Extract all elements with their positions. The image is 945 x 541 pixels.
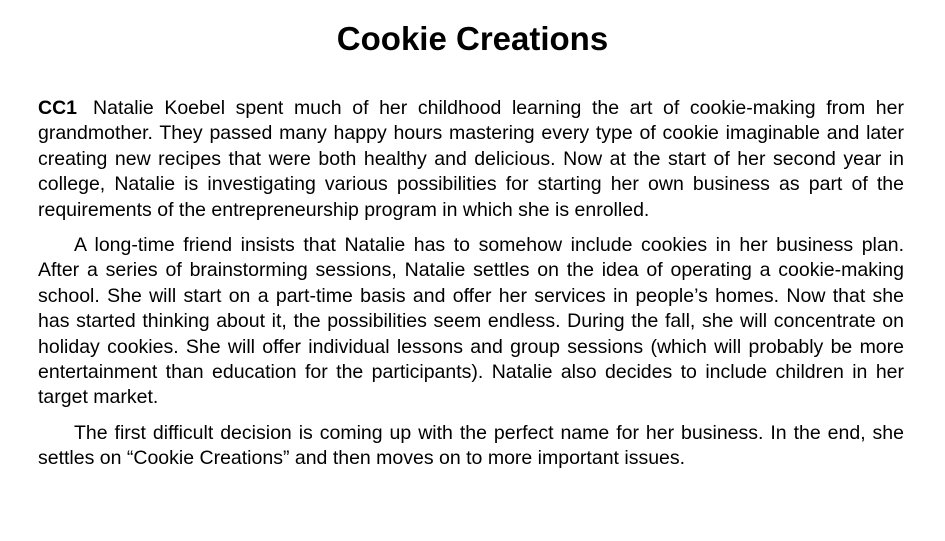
document-title: Cookie Creations — [336, 20, 609, 57]
paragraph-2: A long-time friend insists that Natalie has to somehow include cookies in her business plan. After a series of brainstorming sessions, Natalie settles on the idea of operating a cookie-making school. She will start on a part-time basis and offer her services in people’s homes. Now that she has started thinking about it, the possibilities seem endless. During the fall, she will concentrate on holiday cookies. She will offer individual lessons and group sessions (which will probably be more entertainment than education for the participants). Natalie also decides to include children in her target market. — [38, 234, 904, 409]
paragraph-1 — [38, 96, 904, 223]
problem-code: CC1 — [38, 97, 78, 119]
paragraph-1-text: Natalie Koebel spent much of her childhood learning the art of cookie-making from her grandmother. They passed many happy hours mastering every type of cookie imaginable and later creating new recipes that were both healthy and delicious. Now at the start of her second year in college, Natalie is investigating various possibilities for starting her own business as part of the requirements of the entrepreneurship program in which she is enrolled. — [38, 97, 904, 221]
document-body — [38, 96, 904, 472]
paragraph-3: The first difficult decision is coming up with the perfect name for her business. In the end, she settles on “Cookie Creations” and then moves on to more important issues. — [38, 421, 904, 470]
